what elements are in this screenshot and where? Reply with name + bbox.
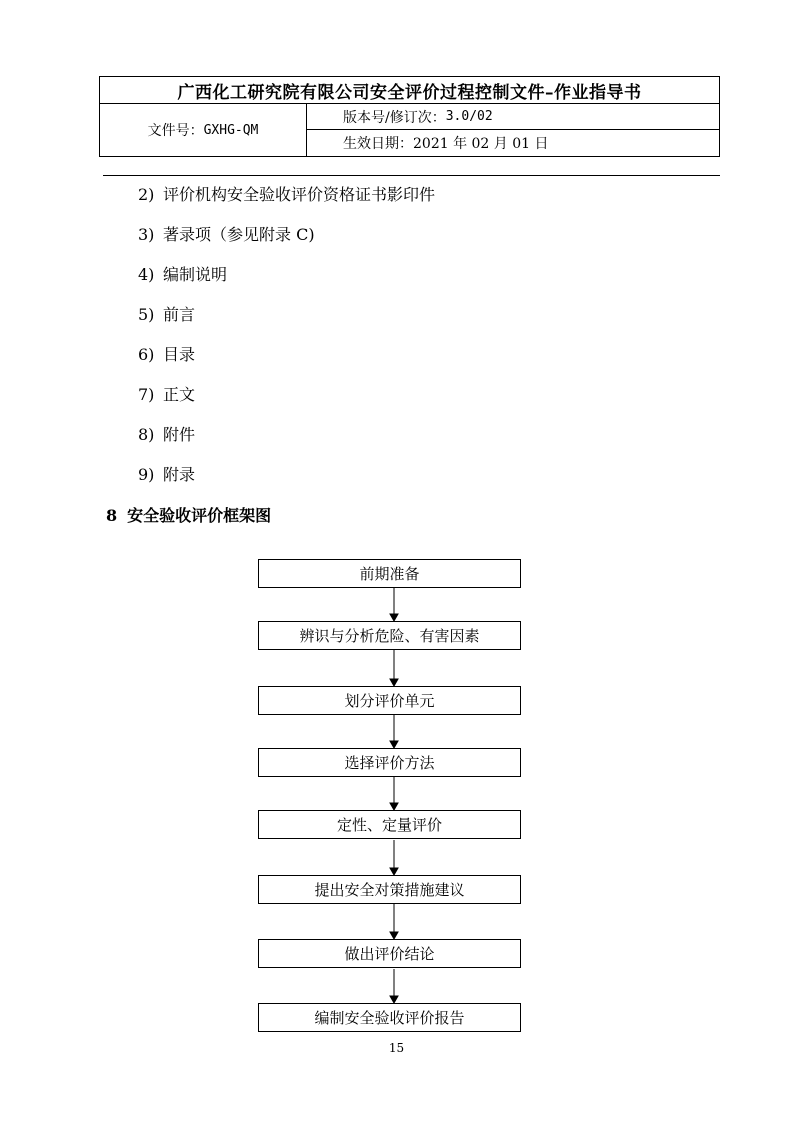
list-item-text: 正文 (163, 385, 196, 404)
flow-arrowhead (390, 803, 398, 810)
flow-arrowhead (390, 741, 398, 748)
list-item-number: 6) (138, 345, 155, 364)
flow-arrowhead (390, 868, 398, 875)
flow-step-select-method: 选择评价方法 (258, 748, 521, 777)
flow-arrowhead (390, 932, 398, 939)
section-number: 8 (106, 506, 118, 525)
flow-step-prep: 前期准备 (258, 559, 521, 588)
flow-step-report: 编制安全验收评价报告 (258, 1003, 521, 1032)
flow-arrowhead (390, 996, 398, 1003)
flow-step-countermeasures: 提出安全对策措施建议 (258, 875, 521, 904)
list-item-text: 附录 (163, 465, 196, 484)
effective-date-label: 生效日期： (343, 136, 413, 152)
list-item-number: 4) (138, 265, 155, 284)
flow-step-conclusion: 做出评价结论 (258, 939, 521, 968)
document-number-value: GXHG-QM (203, 122, 259, 138)
list-item-text: 编制说明 (163, 265, 228, 284)
list-item-text: 著录项（参见附录 C) (163, 225, 315, 244)
flow-arrowhead (390, 679, 398, 686)
list-item-number: 5) (138, 305, 155, 324)
flow-step-hazard-identification: 辨识与分析危险、有害因素 (258, 621, 521, 650)
list-item-number: 9) (138, 465, 155, 484)
list-item-number: 8) (138, 425, 155, 444)
flow-step-divide-units: 划分评价单元 (258, 686, 521, 715)
flow-arrowhead (390, 614, 398, 621)
page-number: 15 (388, 1041, 405, 1055)
list-item-number: 3) (138, 225, 155, 244)
version-value: 3.0/02 (445, 109, 493, 124)
document-number-label: 文件号： (147, 123, 204, 139)
list-item-text: 目录 (163, 345, 196, 364)
document-title: 广西化工研究院有限公司安全评价过程控制文件–作业指导书 (100, 77, 719, 104)
flow-step-evaluation: 定性、定量评价 (258, 810, 521, 839)
section-title: 安全验收评价框架图 (127, 506, 272, 525)
list-item-text: 前言 (163, 305, 196, 324)
effective-date-value: 2021 年 02 月 01 日 (413, 136, 549, 152)
list-item-text: 评价机构安全验收评价资格证书影印件 (163, 185, 436, 204)
version-label: 版本号/修订次： (343, 109, 446, 126)
list-item-text: 附件 (163, 425, 196, 444)
list-item-number: 2) (138, 185, 155, 204)
list-item-number: 7) (138, 385, 155, 404)
